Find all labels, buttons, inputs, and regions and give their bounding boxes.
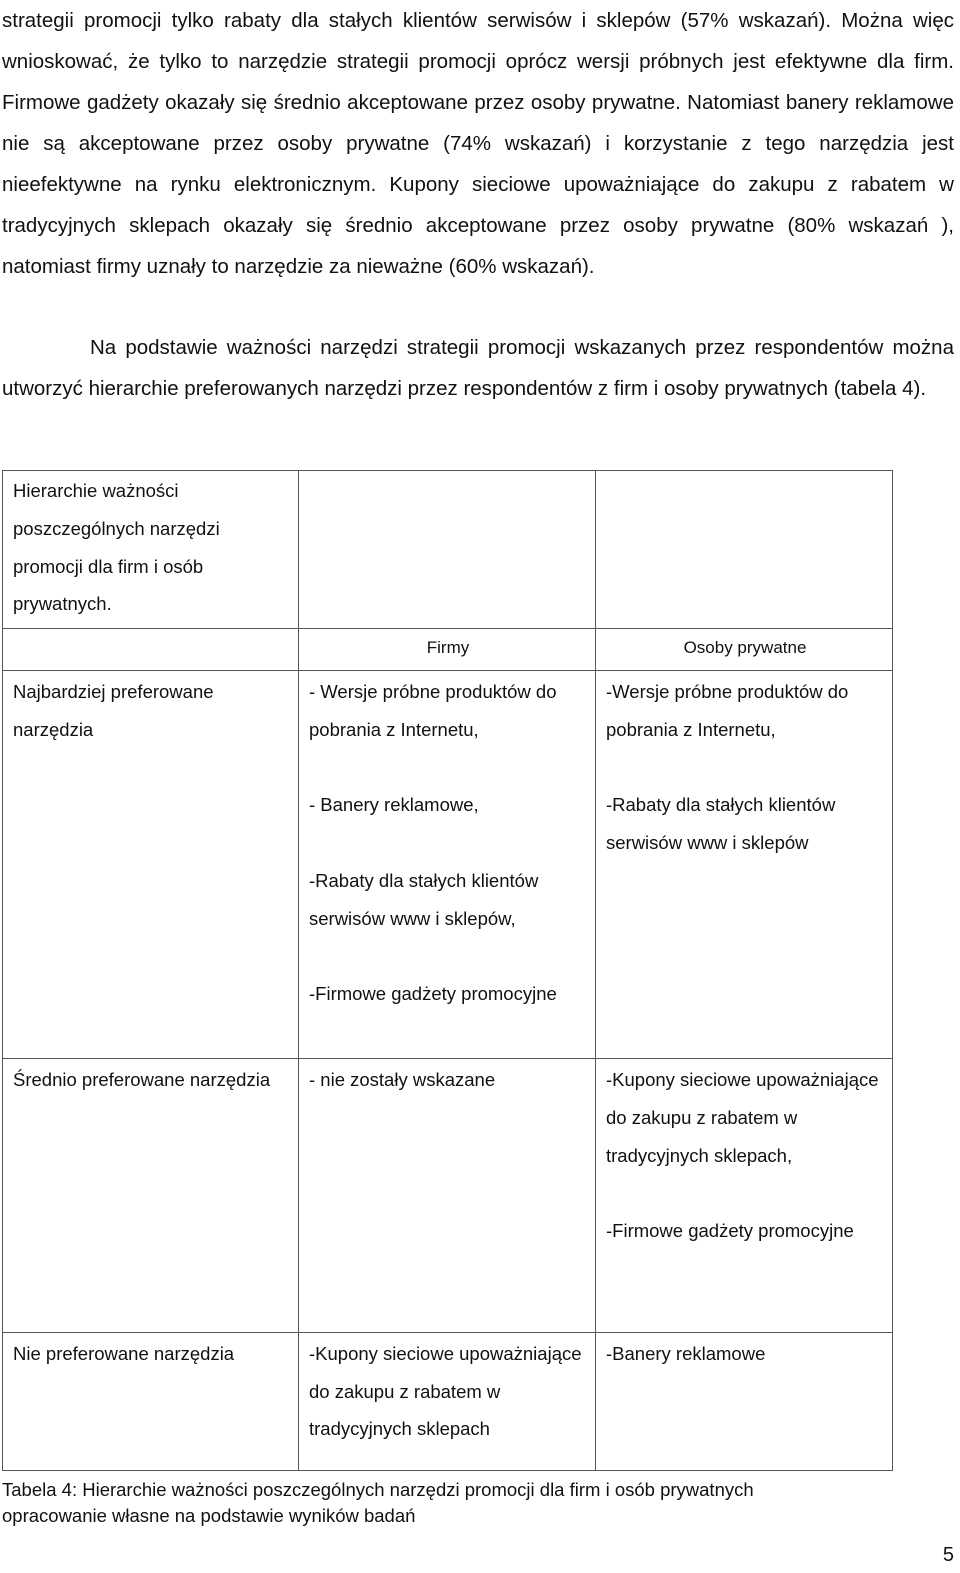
list-item: -Firmowe gadżety promocyjne bbox=[606, 1220, 854, 1242]
row-label-medium-preferred: Średnio preferowane narzędzia bbox=[3, 1059, 299, 1332]
table-row bbox=[3, 1059, 893, 1332]
cell-private-medium-preferred bbox=[596, 1059, 893, 1332]
cell-private-most-preferred bbox=[596, 670, 893, 1058]
list-item: - Wersje próbne produktów do pobrania z Internetu, bbox=[309, 680, 557, 740]
list-item: -Rabaty dla stałych klientów serwisów www i sklepów, bbox=[309, 869, 539, 929]
table-cell-empty bbox=[3, 629, 299, 670]
cell-firms-not-preferred bbox=[299, 1332, 596, 1470]
hierarchy-table bbox=[2, 470, 893, 1471]
column-header-private: Osoby prywatne bbox=[596, 629, 893, 670]
table-cell-empty bbox=[596, 471, 893, 629]
caption-source: opracowanie własne na podstawie wyników badań bbox=[2, 1504, 416, 1526]
body-paragraph-2: Na podstawie ważności narzędzi strategii promocji wskazanych przez respondentów można utworzyć hierarchie preferowanych narzędzi przez respondentów z firm i osoby prywatnych (tabela 4). bbox=[2, 336, 954, 400]
table-header-row bbox=[3, 629, 893, 670]
table-caption bbox=[2, 1477, 754, 1528]
table-row bbox=[3, 471, 893, 629]
column-header-firms: Firmy bbox=[299, 629, 596, 670]
list-item: - Banery reklamowe, bbox=[309, 794, 479, 816]
table-cell-empty bbox=[299, 471, 596, 629]
caption-title: Tabela 4: Hierarchie ważności poszczególnych narzędzi promocji dla firm i osób prywatnych bbox=[2, 1479, 754, 1500]
body-paragraph-1: strategii promocji tylko rabaty dla stałych klientów serwisów i sklepów (57% wskazań). Można więc wnioskować, że tylko to narzędzie strategii promocji oprócz wersji próbnych jest efektywne dla firm. Firmowe gadżety okazały się średnio akceptowane przez osoby prywatne. Natomiast banery reklamowe nie są akceptowane przez osoby prywatne (74% wskazań) i korzystanie z tego narzędzia jest nieefektywne na rynku elektronicznym. Kupony sieciowe upoważniające do zakupu z rabatem w tradycyjnych sklepach okazały się średnio akceptowane przez osoby prywatne (80% wskazań ), natomiast firmy uznały to narzędzie za nieważne (60% wskazań). bbox=[2, 9, 954, 278]
list-item: -Kupony sieciowe upoważniające do zakupu z rabatem w tradycyjnych sklepach bbox=[309, 1342, 582, 1440]
table-row bbox=[3, 670, 893, 1058]
table-corner-header: Hierarchie ważności poszczególnych narzędzi promocji dla firm i osób prywatnych. bbox=[3, 471, 299, 629]
list-item: -Firmowe gadżety promocyjne bbox=[309, 983, 557, 1005]
row-label-most-preferred: Najbardziej preferowane narzędzia bbox=[3, 670, 299, 1058]
list-item: -Wersje próbne produktów do pobrania z Internetu, bbox=[606, 680, 849, 740]
list-item: -Rabaty dla stałych klientów serwisów www i sklepów bbox=[606, 794, 836, 853]
row-label-not-preferred: Nie preferowane narzędzia bbox=[3, 1332, 299, 1470]
list-item: - nie zostały wskazane bbox=[309, 1069, 496, 1091]
cell-firms-medium-preferred bbox=[299, 1059, 596, 1332]
cell-private-not-preferred bbox=[596, 1332, 893, 1470]
table-row bbox=[3, 1332, 893, 1470]
list-item: -Kupony sieciowe upoważniające do zakupu z rabatem w tradycyjnych sklepach, bbox=[606, 1069, 879, 1166]
page-number: 5 bbox=[942, 1544, 954, 1566]
cell-firms-most-preferred bbox=[299, 670, 596, 1058]
list-item: -Banery reklamowe bbox=[606, 1342, 766, 1364]
